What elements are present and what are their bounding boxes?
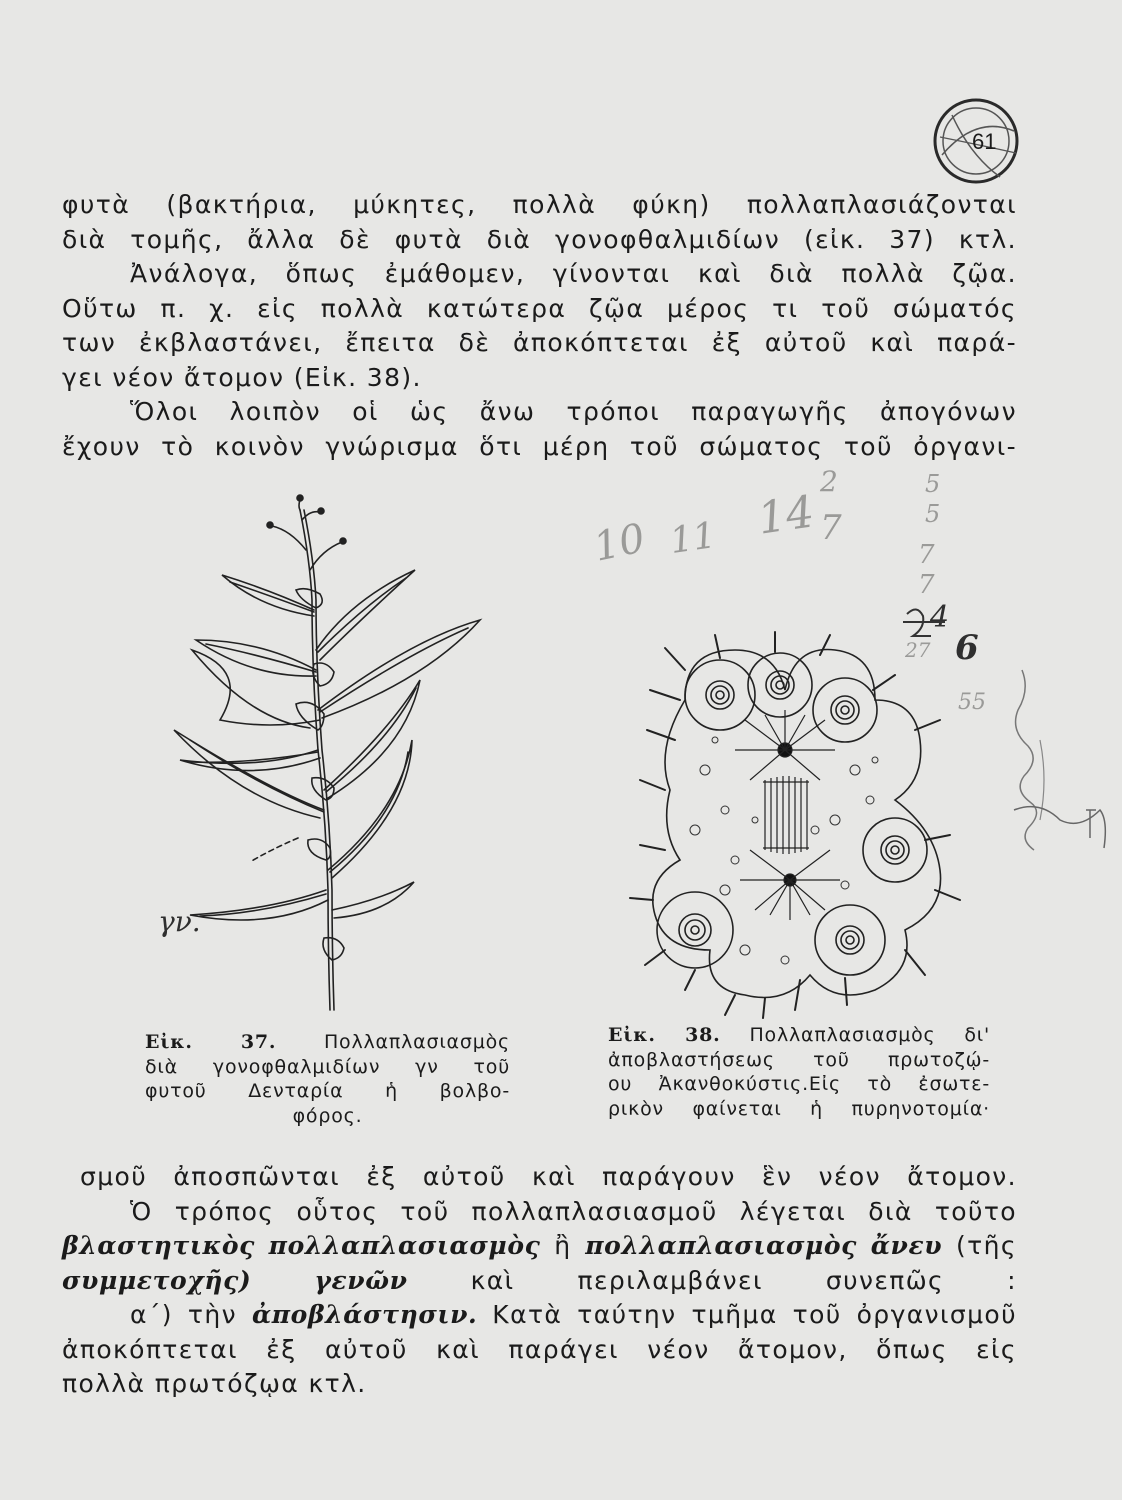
page-number: 61	[972, 129, 997, 154]
caption-line: ου Ἀκανθοκύστις.Εἰς τὸ ἐσωτε-	[608, 1073, 990, 1095]
pencil-mark: 6	[955, 628, 979, 668]
fig37-caption-label: Εἰκ. 37.	[145, 1031, 277, 1053]
pencil-mark: 11	[667, 515, 719, 562]
caption-line: διὰ γονοφθαλμιδίων γν τοῦ	[145, 1055, 510, 1078]
fig37-plant-drawing	[150, 490, 510, 1015]
fig38-caption	[608, 1023, 990, 1121]
fig37-gn-label: γν.	[158, 905, 201, 938]
bottom-text	[62, 1160, 1017, 1402]
bold-term: πολλαπλασιασμὸς ἄνευ	[585, 1231, 943, 1260]
pencil-mark: 2	[820, 465, 838, 498]
fig38-protozoon-drawing	[625, 630, 970, 1020]
caption-line: Πολλαπλασιασμὸς δι'	[749, 1024, 990, 1046]
text-line: συμμετοχῆς) γενῶν καὶ περιλαμβάνει συνεπῶς :	[62, 1265, 1017, 1295]
text-line: διὰ τομῆς, ἄλλα δὲ φυτὰ διὰ γονοφθαλμιδίων (εἰκ. 37) κτλ.	[62, 224, 1017, 254]
text-line: πολλὰ πρωτόζῳα κτλ.	[62, 1369, 367, 1398]
bold-term: συμμετοχῆς) γενῶν	[62, 1265, 408, 1295]
caption-line: ρικὸν φαίνεται ἡ πυρηνοτομία·	[608, 1097, 990, 1120]
pencil-mark: 14	[754, 486, 818, 545]
caption-line: ἀποβλαστήσεως τοῦ πρωτοζῴ-	[608, 1048, 990, 1071]
text-line: α΄) τὴν ἀποβλάστησιν. Κατὰ ταύτην τμῆμα τοῦ ὀργανισμοῦ	[130, 1300, 1017, 1329]
bold-term: ἀποβλάστησιν.	[251, 1300, 478, 1329]
text-line: Ὁ τρόπος οὗτος τοῦ πολλαπλασιασμοῦ λέγεται διὰ τοῦτο	[130, 1196, 1017, 1226]
fig38-caption-label: Εἰκ. 38.	[608, 1024, 721, 1046]
top-text	[62, 188, 1017, 464]
text-line: βλαστητικὸς πολλαπλασιασμὸς ἢ πολλαπλασιασμὸς ἄνευ (τῆς	[62, 1231, 1017, 1260]
fig37-caption	[145, 1030, 510, 1128]
pencil-mark: 5	[925, 470, 941, 498]
pencil-mark: 4	[930, 600, 950, 635]
caption-line: φόρος.	[292, 1104, 363, 1127]
pencil-scribble-icon	[1000, 660, 1118, 860]
text-line: ἀποκόπτεται ἐξ αὐτοῦ καὶ παράγει νέον ἄτομον, ὅπως εἰς	[62, 1334, 1017, 1364]
pencil-mark: 10	[589, 515, 650, 571]
text-line: ἔχουν τὸ κοινὸν γνώρισμα ὅτι μέρη τοῦ σώματος τοῦ ὀργανι-	[62, 431, 1017, 461]
bold-term: βλαστητικὸς πολλαπλασιασμὸς	[62, 1231, 541, 1260]
text-line: Ἀνάλογα, ὅπως ἐμάθομεν, γίνονται καὶ διὰ πολλὰ ζῷα.	[130, 259, 1017, 288]
pencil-mark: 7	[918, 570, 935, 600]
text-line: Ὅλοι λοιπὸν οἱ ὡς ἄνω τρόποι παραγωγῆς ἀπογόνων	[130, 397, 1017, 426]
text-line: γει νέον ἄτομον (Εἰκ. 38).	[62, 362, 422, 392]
caption-line: Πολλαπλασιασμὸς	[323, 1031, 510, 1053]
text-line: Οὕτω π. χ. εἰς πολλὰ κατώτερα ζῷα μέρος τι τοῦ σώματός	[62, 293, 1017, 323]
text-line: σμοῦ ἀποσπῶνται ἐξ αὐτοῦ καὶ παράγουν ἓν νέον ἄτομον.	[80, 1162, 1017, 1191]
pencil-mark: 55	[958, 690, 986, 715]
page-number-stamp	[930, 95, 1022, 187]
caption-line: φυτοῦ Δενταρία ἡ βολβο-	[145, 1080, 510, 1102]
text-line: φυτὰ (βακτήρια, μύκητες, πολλὰ φύκη) πολλαπλασιάζονται	[62, 190, 1017, 219]
text-line: των ἐκβλαστάνει, ἔπειτα δὲ ἀποκόπτεται ἐξ αὐτοῦ καὶ παρά-	[62, 328, 1017, 357]
pencil-mark: 7	[820, 508, 842, 548]
pencil-mark: 27	[905, 638, 931, 662]
pencil-mark: 7	[918, 540, 935, 570]
pencil-mark: 5	[925, 500, 941, 528]
